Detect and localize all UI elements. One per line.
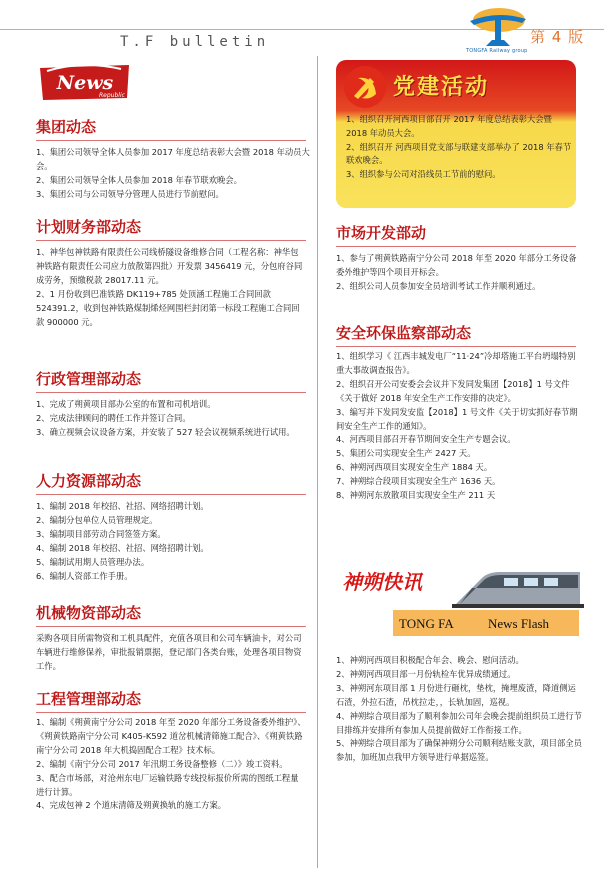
list-item: 1、组织学习《 江西丰城发电厂“11·24”冷却塔施工平台坍塌特别重大事故调查报告》。 [336, 351, 576, 375]
list-item: 3、确立视频会议设备方案，并安装了 527 轻会议视频系统进行试用。 [36, 426, 295, 437]
list-item: 3、编制项目部劳动合同签签方案。 [36, 528, 166, 539]
section-title-admin: 行政管理部动态 [36, 370, 142, 388]
section-rule [36, 712, 306, 713]
section-body-market [336, 252, 582, 294]
bulletin-title: T.F bulletin [120, 34, 270, 50]
list-item: 1、编制 2018 年校招、社招、网络招聘计划。 [36, 501, 209, 511]
list-item: 2、组织召开 河西项目党支部与联建支部举办了 2018 年春节联欢晚会。 [346, 141, 572, 166]
list-item: 采购各项目所需物资和工机具配件，充值各项目和公司车辆油卡，对公司车辆进行维修保养，审批报销票据，登记部门各类台账，处理各项目物资工作。 [36, 633, 302, 671]
section-body-machinery [36, 632, 306, 674]
section-rule [36, 392, 306, 393]
list-item: 5、集团公司实现安全生产 2427 天。 [336, 448, 476, 459]
flash-label-newsflash: News Flash [488, 616, 550, 631]
list-item: 4、完成包神 2 个道床清筛及朔黄换轨的施工方案。 [36, 800, 227, 811]
section-rule [336, 246, 576, 247]
section-body-admin [36, 398, 312, 440]
section-title-machinery: 机械物资部动态 [36, 604, 142, 622]
section-body-finance [36, 246, 306, 329]
list-item: 5、编制试用期人员管理办法。 [36, 556, 150, 567]
list-item: 2、编制分包单位人员管理规定。 [36, 514, 158, 525]
list-item: 1、参与了朔黄铁路南宁分公司 2018 年至 2020 年部分工务设备委外维护等四个项目开标会。 [336, 253, 577, 277]
list-item: 3、编写并下发同发安监【2018】1 号文件《关于切实抓好春节期间安全生产工作的通知》。 [336, 406, 578, 431]
news-logo-small: Republic [99, 92, 125, 99]
train-icon [452, 568, 584, 610]
section-title-hr: 人力资源部动态 [36, 472, 142, 490]
list-item: 3、配合市场部，对沧州东电厂运输铁路专线投标报价所需的图纸工程量进行计算。 [36, 772, 299, 797]
list-item: 2、神朔河西项目部一月份轨检车优异成绩通过。 [336, 668, 516, 679]
party-emblem-icon [340, 64, 390, 110]
section-body-group [36, 146, 312, 202]
section-body-safety [336, 350, 582, 503]
list-item: 1、编制《朔黄南宁分公司 2018 年至 2020 年部分工务设备委外维护》、《朔黄铁路南宁分公司 K405-K592 道岔机械清筛施工配合》、《朔黄铁路南宁分公司 2018 年大机捣固配合工程》技术标。 [36, 717, 306, 755]
section-rule [36, 140, 306, 141]
list-item: 1、完成了朔黄项目部办公室的布置和司机培训。 [36, 399, 216, 409]
list-item: 2、1 月份收到巴准铁路 DK119+785 处顶涵工程施工合同回款 524391.2，收到包神铁路煤制烯烃网围栏封闭第一标段工程施工合同回款 900000 元。 [36, 288, 300, 327]
list-item: 8、神朔河东放散项目实现安全生产 211 天 [336, 490, 496, 501]
section-title-engineering: 工程管理部动态 [36, 690, 142, 708]
list-item: 4、河西项目部召开春节期间安全生产专题会议。 [336, 434, 516, 445]
list-item: 1、神华包神铁路有限责任公司线桥隧设备维修合同（工程名称：神华包神铁路有限责任公司应力放散第四批）开发票 3456419 元，分包府谷同成劳务，预缴税款 28017.11 元。 [36, 247, 303, 285]
list-item: 6、编制人资部工作手册。 [36, 570, 133, 581]
party-banner-body [346, 113, 574, 182]
party-banner-title: 党建活动 [393, 74, 490, 100]
tongfa-logo [466, 4, 528, 52]
section-rule [36, 494, 306, 495]
section-title-finance: 计划财务部动态 [36, 218, 142, 236]
list-item: 5、神朔综合项目部为了确保神朔分公司顺利结账支款，项目部全员参加，加班加点我甲方领导进行单据巡签。 [336, 738, 582, 763]
list-item: 6、神朔河西项目实现安全生产 1884 天。 [336, 462, 493, 473]
section-rule [336, 346, 576, 347]
column-divider [317, 56, 318, 868]
section-body-engineering [36, 716, 306, 813]
list-item: 1、集团公司领导全体人员参加 2017 年度总结表彰大会暨 2018 年动员大会。 [36, 147, 310, 171]
section-title-group: 集团动态 [36, 118, 97, 136]
list-item: 2、组织公司人员参加安全员培训考试工作并顺利通过。 [336, 280, 541, 291]
list-item: 2、组织召开公司安委会会议并下发同发集团【2018】1 号文件《关于做好 2018 年安全生产工作安排的决定》。 [336, 378, 570, 403]
list-item: 1、神朔河西项目积极配合年会、晚会、慰问活动。 [336, 655, 524, 665]
list-item: 2、集团公司领导全体人员参加 2018 年春节联欢晚会。 [36, 174, 242, 185]
news-republic-logo [37, 62, 133, 102]
list-item: 3、组织参与公司对沿线员工节前的慰问。 [346, 169, 501, 180]
flash-title: 神朔快讯 [342, 570, 422, 594]
logo-caption: TONGFA Railway group [466, 48, 528, 54]
section-title-safety: 安全环保监察部动态 [336, 324, 472, 342]
section-title-market: 市场开发部动 [336, 224, 427, 242]
edition-label: 第 4 版 [530, 28, 585, 46]
list-item: 3、集团公司与公司领导分管理人员进行节前慰问。 [36, 188, 224, 199]
flash-label-tongfa: TONG FA [399, 616, 454, 631]
list-item: 1、组织召开河西项目部召开 2017 年度总结表彰大会暨 2018 年动员大会。 [346, 114, 552, 138]
list-item: 3、神朔河东项目部 1 月份进行砸枕，垫枕，掩埋废渣，降道侧运石渣，外拉石渣，吊枕拉走，，长轨加固，巡视。 [336, 682, 576, 707]
section-rule [36, 240, 306, 241]
list-item: 7、神朔综合段项目实现安全生产 1636 天。 [336, 476, 501, 487]
list-item: 2、编制《南宁分公司 2017 年汛期工务设备整修（二）》竣工资料。 [36, 758, 288, 769]
section-body-hr [36, 500, 312, 583]
news-logo-big: News [56, 72, 114, 94]
list-item: 4、编制 2018 年校招、社招、网络招聘计划。 [36, 542, 209, 553]
section-rule [36, 626, 306, 627]
flash-body [336, 654, 582, 765]
list-item: 4、神朔综合项目部为了顺利参加公司年会晚会提前组织员工进行节目排练并安排所有参加人员提前做好工作衔接工作。 [336, 710, 582, 735]
list-item: 2、完成法律顾问的聘任工作并签订合同。 [36, 412, 191, 423]
